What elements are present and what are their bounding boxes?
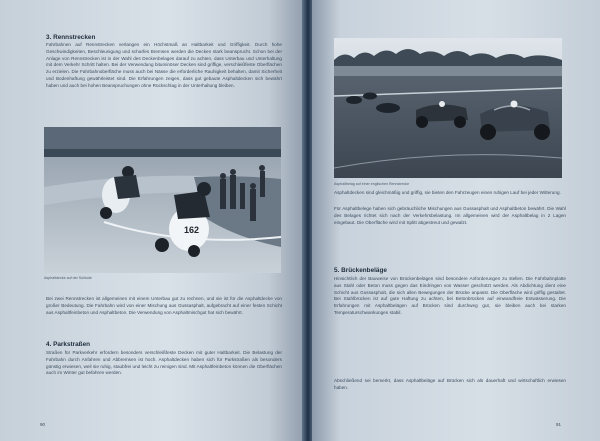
motorcycle-race-image <box>44 127 281 273</box>
racing-car-photo <box>334 38 562 178</box>
right-block-text: Für Asphaltbelege haben sich gebräuchliche Mischungen aus Gussasphalt und Asphaltbeton bewährt. Die Wahl des Belages richtet sich nach der Verkehrsbelastung. Im allgemeinen wird der Asphaltbelag in 2 Lagen eingebaut. Die Oberfläche wird mit Splitt abgestreut und gewalzt. <box>334 206 566 225</box>
motorcycle-race-photo <box>44 127 281 273</box>
section3-text: Fahrbahnen auf Rennstrecken verlangen ein Höchstmaß an Haltbarkeit und Griffigkeit. Durch hohe Geschwindigkeiten, Beschleunigung und scharfes Bremsen werden die Decken stark beansprucht. Schon bei der Anlage von Rennstrecken ist in der Wahl des Deckenbelages darauf zu achten, dass Unterbau und Unterhaltung mit dem Verkehr Schritt halten. Bei der Verwendung bituminöser Decken sind griffige, verschleißfeste Oberflächen zu erzielen. Die Fahrbahnoberfläche muss auch bei Nässe die erforderliche Rauhigkeit behalten, damit Sicherheit und Bodenhaftung gewährleistet sind. Die Erfahrungen zeigen, dass gut gebaute Asphaltdecken sich bewährt haben und auch bei hohen Beanspruchungen ohne Rückschlag in der Unterhaltung bleiben. <box>46 42 282 88</box>
section4-text: Straßen für Parkverkehr erfordern besonders verschleißfeste Decken mit guter Haltbarkeit. Die Belastung der Fahrbahn durch Anfahren und Abbremsen ist hoch. Asphaltdecken haben sich für Parkstraßen als besonders günstig erwiesen, weil sie ruhig, staubfrei und leicht zu reinigen sind. Mit Asphaltfeinbeton können die Oberflächen auch im Winter gut befahren werden. <box>46 350 282 376</box>
section4-heading: 4. Parkstraßen <box>46 341 91 348</box>
racing-car-image <box>334 38 562 178</box>
right-intro-text: Asphaltdecken sind gleichmäßig und griffig, sie bieten den Fahrzeugen einen ruhigen Lauf bei jeder Witterung. <box>334 190 561 195</box>
left-photo-caption: Asphaltdecke auf der Solitude <box>44 276 92 280</box>
left-page-number: 90 <box>40 422 46 427</box>
right-last-text: Abschließend sei bemerkt, dass Asphaltbeläge auf Brücken sich als dauerhaft und wirtschaftlich erwiesen haben. <box>334 378 566 390</box>
right-photo-caption: Asphaltbelag auf einer englischen Rennstrecke <box>334 182 410 186</box>
svg-text:162: 162 <box>184 225 200 235</box>
right-page <box>312 0 600 441</box>
section5-text: Hinsichtlich der Bauweise von Brückenbelägen sind besondere Anforderungen zu stellen. Die Fahrbahnplatte aus Stahl oder Beton muss gegen das Eindringen von Wasser geschützt werden. Als Abdichtung dient eine Schicht aus Gussasphalt, die sich allen Bewegungen der Brücke anpasst. Die Oberfläche wird griffig gestaltet. Bei Stahlbrücken ist auf gute Haftung zu achten, bei Betonbrücken auf einwandfreie Entwässerung. Die Erfahrungen mit Asphaltbelägen auf Brücken sind durchweg gut, sie bleiben auch bei starken Temperaturschwankungen stabil. <box>334 276 566 315</box>
section3-heading: 3. Rennstrecken <box>46 34 96 41</box>
section5-heading: 5. Brückenbeläge <box>334 267 387 274</box>
after-photo-text: Bei zwei Rennstrecken ist allgemeinen mit einem Unterbau gut zu rechnen, und sie ist für die Asphaltdecke von großer Bedeutung. Die Fahrbahn wird von einer Mischung aus Gussasphalt, aufgebracht auf einer festen Schicht aus Asphaltfeinbeton und Asphaltbeton. Die Verwendung von Asphaltmischgut hat sich bewährt. <box>46 296 282 315</box>
right-page-number: 91 <box>556 422 562 427</box>
